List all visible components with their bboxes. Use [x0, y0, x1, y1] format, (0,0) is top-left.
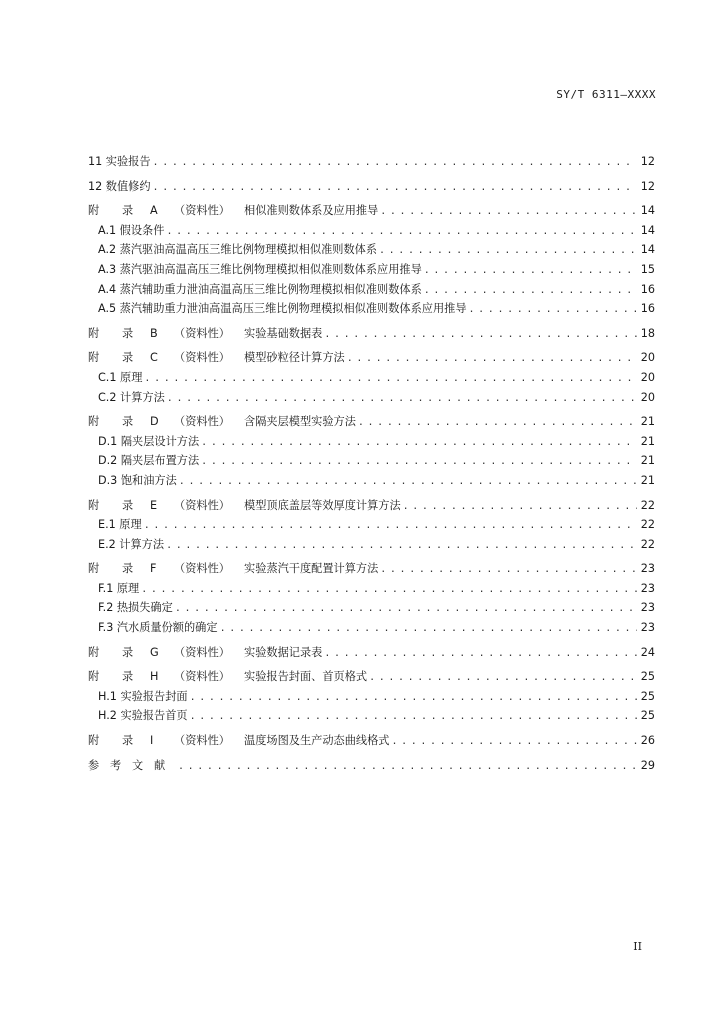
appendix-fu: 附 — [88, 645, 100, 659]
toc-subentry[interactable] — [88, 432, 655, 452]
appendix-letter: H — [150, 670, 159, 684]
dot-leader — [153, 153, 637, 172]
table-of-contents — [88, 152, 655, 775]
toc-subentry[interactable] — [88, 706, 655, 726]
appendix-fu: 附 — [88, 204, 100, 218]
appendix-fu: 附 — [88, 326, 100, 340]
toc-page-number: 23 — [640, 581, 655, 595]
toc-entry-label — [88, 559, 378, 579]
toc-page-number: 20 — [640, 370, 655, 384]
toc-subentry[interactable] — [88, 598, 655, 618]
appendix-nature: （资料性） — [174, 351, 230, 365]
appendix-nature: （资料性） — [174, 670, 230, 684]
toc-appendix-entry[interactable] — [88, 667, 655, 687]
toc-appendix-entry[interactable] — [88, 643, 655, 663]
appendix-lu: 录 — [122, 734, 134, 748]
toc-appendix-entry[interactable] — [88, 201, 655, 221]
dot-leader — [179, 472, 637, 491]
toc-entry-label: A.2 蒸汽驱油高温高压三维比例物理模拟相似准则数体系 — [98, 243, 378, 257]
dot-leader — [167, 389, 637, 408]
appendix-fu: 附 — [88, 734, 100, 748]
dot-leader — [379, 241, 637, 260]
references-char: 参 — [88, 758, 100, 772]
toc-subentry[interactable] — [88, 451, 655, 471]
dot-leader — [380, 202, 637, 221]
toc-entry[interactable] — [88, 152, 655, 172]
dot-leader — [469, 300, 637, 319]
appendix-title: 实验基础数据表 — [244, 326, 323, 340]
appendix-lu: 录 — [122, 562, 134, 576]
toc-entry-label: E.1 原理 — [98, 518, 142, 532]
toc-entry-label: D.1 隔夹层设计方法 — [98, 434, 200, 448]
appendix-nature: （资料性） — [174, 498, 230, 512]
page-number: II — [633, 940, 642, 953]
toc-entry-label: C.1 原理 — [98, 370, 143, 384]
toc-subentry[interactable] — [88, 299, 655, 319]
dot-leader — [324, 325, 637, 344]
toc-page-number: 20 — [640, 351, 655, 365]
appendix-letter: G — [150, 645, 159, 659]
toc-entry-label — [88, 348, 345, 368]
appendix-nature: （资料性） — [174, 645, 230, 659]
toc-entry-label: D.3 饱和油方法 — [98, 473, 177, 487]
appendix-nature: （资料性） — [174, 734, 230, 748]
toc-appendix-entry[interactable] — [88, 412, 655, 432]
appendix-letter: B — [150, 326, 158, 340]
toc-entry[interactable] — [88, 177, 655, 197]
toc-entry-label — [88, 667, 367, 687]
appendix-title: 模型顶底盖层等效厚度计算方法 — [244, 498, 401, 512]
toc-entry-label: D.2 隔夹层布置方法 — [98, 454, 200, 468]
toc-entry-label — [88, 496, 401, 516]
appendix-nature: （资料性） — [174, 562, 230, 576]
toc-subentry[interactable] — [88, 579, 655, 599]
dot-leader — [190, 707, 637, 726]
toc-page-number: 22 — [640, 518, 655, 532]
toc-entry-label — [88, 731, 389, 751]
toc-subentry[interactable] — [88, 471, 655, 491]
toc-subentry[interactable] — [88, 221, 655, 241]
toc-page-number: 25 — [640, 689, 655, 703]
toc-subentry[interactable] — [88, 515, 655, 535]
appendix-nature: （资料性） — [174, 415, 230, 429]
toc-page-number: 21 — [640, 454, 655, 468]
appendix-fu: 附 — [88, 670, 100, 684]
dot-leader — [201, 452, 637, 471]
dot-leader — [358, 413, 637, 432]
appendix-fu: 附 — [88, 415, 100, 429]
toc-appendix-entry[interactable] — [88, 324, 655, 344]
toc-entry-label: A.1 假设条件 — [98, 223, 165, 237]
appendix-letter: F — [150, 562, 157, 576]
appendix-lu: 录 — [122, 326, 134, 340]
toc-page-number: 25 — [640, 709, 655, 723]
toc-entry-label: C.2 计算方法 — [98, 390, 165, 404]
toc-entry-label: A.5 蒸汽辅助重力泄油高温高压三维比例物理模拟相似准则数体系应用推导 — [98, 302, 467, 316]
toc-entry-label: 11 实验报告 — [88, 155, 151, 168]
dot-leader — [201, 433, 637, 452]
toc-page-number: 18 — [640, 326, 655, 340]
appendix-nature: （资料性） — [174, 204, 230, 218]
toc-entry-label: F.2 热损失确定 — [98, 601, 173, 615]
toc-page-number: 23 — [640, 621, 655, 635]
dot-leader — [166, 222, 637, 241]
appendix-title: 模型砂粒径计算方法 — [244, 351, 345, 365]
dot-leader — [166, 536, 637, 555]
toc-appendix-entry[interactable] — [88, 559, 655, 579]
appendix-title: 实验蒸汽干度配置计算方法 — [244, 562, 379, 576]
toc-page-number: 25 — [640, 670, 655, 684]
references-char: 文 — [132, 758, 144, 772]
toc-page-number: 15 — [640, 262, 655, 276]
appendix-nature: （资料性） — [174, 326, 230, 340]
appendix-letter: E — [150, 498, 158, 512]
toc-subentry[interactable] — [88, 535, 655, 555]
dot-leader — [220, 619, 637, 638]
dot-leader — [391, 732, 637, 751]
appendix-lu: 录 — [122, 670, 134, 684]
dot-leader — [324, 644, 637, 663]
toc-subentry[interactable] — [88, 388, 655, 408]
toc-page-number: 14 — [640, 223, 655, 237]
toc-page-number: 21 — [640, 415, 655, 429]
toc-entry-label: F.1 原理 — [98, 581, 140, 595]
toc-entry-label: A.4 蒸汽辅助重力泄油高温高压三维比例物理模拟相似准则数体系 — [98, 282, 422, 296]
toc-page-number: 21 — [640, 473, 655, 487]
toc-entry-label: A.3 蒸汽驱油高温高压三维比例物理模拟相似准则数体系应用推导 — [98, 262, 422, 276]
appendix-lu: 录 — [122, 204, 134, 218]
toc-page-number: 14 — [640, 204, 655, 218]
toc-page-number: 22 — [640, 537, 655, 551]
toc-entry-label: H.1 实验报告封面 — [98, 689, 188, 703]
toc-entry-label: E.2 计算方法 — [98, 537, 165, 551]
appendix-letter: C — [150, 351, 158, 365]
dot-leader — [424, 261, 637, 280]
toc-subentry[interactable] — [88, 260, 655, 280]
dot-leader — [144, 516, 637, 535]
toc-references-entry[interactable] — [88, 756, 655, 776]
toc-entry-label — [88, 412, 356, 432]
toc-appendix-entry[interactable] — [88, 496, 655, 516]
toc-page-number: 21 — [640, 434, 655, 448]
appendix-title: 实验报告封面、首页格式 — [244, 670, 368, 684]
toc-entry-label: H.2 实验报告首页 — [98, 709, 188, 723]
dot-leader — [178, 757, 637, 776]
toc-page-number: 26 — [640, 734, 655, 748]
dot-leader — [153, 178, 637, 197]
standard-code: SY/T 6311—XXXX — [556, 88, 656, 101]
toc-entry-label — [88, 201, 378, 221]
dot-leader — [190, 688, 637, 707]
toc-page-number: 24 — [640, 645, 655, 659]
references-char: 考 — [110, 758, 122, 772]
toc-page-number: 16 — [640, 302, 655, 316]
toc-entry-label — [88, 643, 322, 663]
toc-page-number: 23 — [640, 562, 655, 576]
appendix-title: 含隔夹层模型实验方法 — [244, 415, 356, 429]
toc-subentry[interactable] — [88, 618, 655, 638]
toc-page-number: 12 — [640, 155, 655, 168]
toc-page-number: 29 — [640, 758, 655, 772]
appendix-lu: 录 — [122, 498, 134, 512]
toc-subentry[interactable] — [88, 280, 655, 300]
appendix-letter: I — [150, 734, 154, 748]
toc-entry-label: F.3 汽水质量份额的确定 — [98, 621, 218, 635]
dot-leader — [403, 497, 637, 516]
references-char: 献 — [154, 758, 166, 772]
dot-leader — [424, 281, 637, 300]
appendix-letter: D — [150, 415, 159, 429]
toc-subentry[interactable] — [88, 687, 655, 707]
toc-page-number: 16 — [640, 282, 655, 296]
toc-page-number: 20 — [640, 390, 655, 404]
toc-page-number: 14 — [640, 243, 655, 257]
appendix-lu: 录 — [122, 415, 134, 429]
dot-leader — [175, 599, 637, 618]
toc-entry-label — [88, 756, 176, 776]
toc-appendix-entry[interactable] — [88, 348, 655, 368]
appendix-title: 相似准则数体系及应用推导 — [244, 204, 379, 218]
appendix-lu: 录 — [122, 645, 134, 659]
toc-page-number: 12 — [640, 179, 655, 193]
appendix-lu: 录 — [122, 351, 134, 365]
appendix-fu: 附 — [88, 351, 100, 365]
toc-page-number: 22 — [640, 498, 655, 512]
appendix-fu: 附 — [88, 498, 100, 512]
toc-page-number: 23 — [640, 601, 655, 615]
toc-entry-label: 12 数值修约 — [88, 179, 151, 193]
dot-leader — [141, 580, 637, 599]
appendix-title: 温度场图及生产动态曲线格式 — [244, 734, 390, 748]
appendix-title: 实验数据记录表 — [244, 645, 323, 659]
dot-leader — [347, 349, 637, 368]
toc-subentry[interactable] — [88, 240, 655, 260]
toc-subentry[interactable] — [88, 368, 655, 388]
appendix-fu: 附 — [88, 562, 100, 576]
toc-appendix-entry[interactable] — [88, 731, 655, 751]
appendix-letter: A — [150, 204, 158, 218]
dot-leader — [369, 668, 637, 687]
dot-leader — [380, 560, 637, 579]
dot-leader — [144, 369, 637, 388]
toc-entry-label — [88, 324, 322, 344]
